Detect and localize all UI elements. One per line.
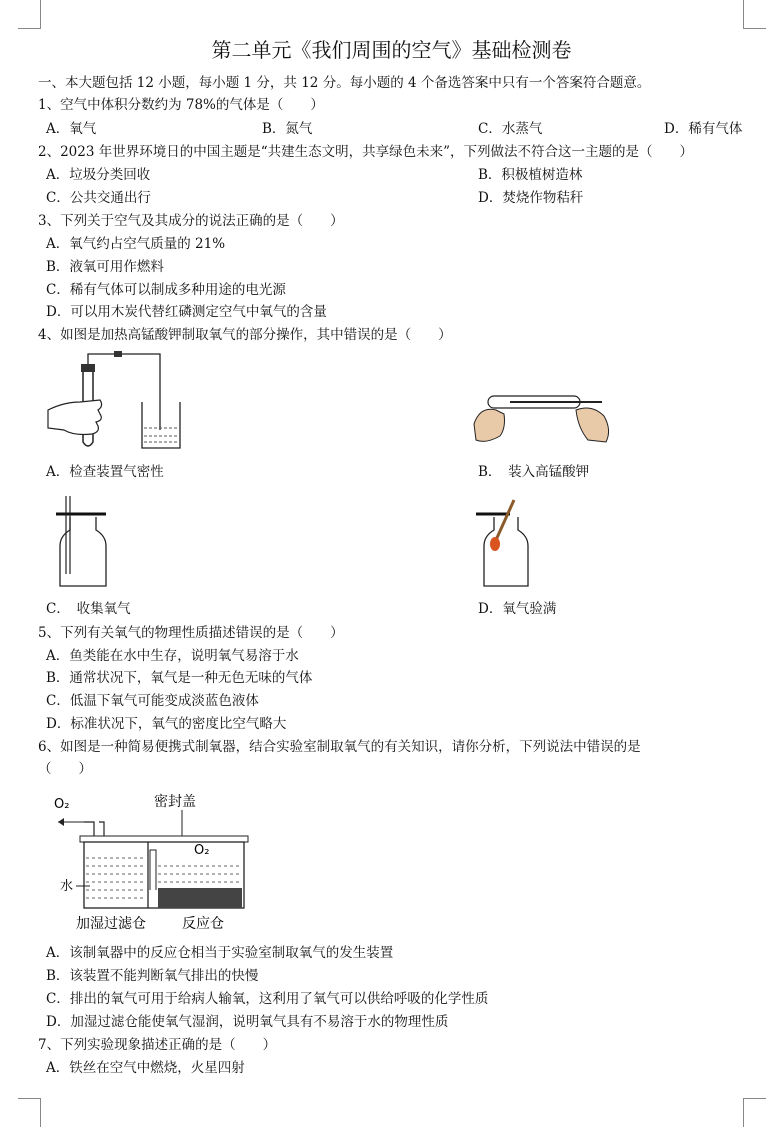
collecting-oxygen-figure	[52, 494, 112, 590]
water-label: 水	[60, 879, 74, 894]
loading-powder-figure	[470, 384, 615, 456]
question-5-option-a: A．鱼类能在水中生存，说明氧气易溶于水	[46, 648, 299, 664]
outlet-tube	[84, 822, 94, 836]
section-header: 一、本大题包括 12 小题，每小题 1 分，共 12 分。每小题的 4 个备选答案中只有一个答案符合题意。	[38, 75, 651, 91]
hand	[48, 400, 102, 435]
corner-mark-bottom-left	[18, 1098, 41, 1127]
question-5-option-d: D．标准状况下，氧气的密度比空气略大	[46, 716, 287, 732]
question-6-option-c: C．排出的氧气可用于给病人输氧，这利用了氧气可以供给呼吸的化学性质	[46, 991, 489, 1007]
question-6-option-a: A．该制氧器中的反应仓相当于实验室制取氧气的发生装置	[46, 945, 394, 961]
question-1-option-d: D．稀有气体	[664, 121, 743, 137]
question-4-option-a: A．检查装置气密性	[46, 464, 164, 480]
gas-jar	[60, 517, 106, 586]
question-5-option-c: C．低温下氧气可能变成淡蓝色液体	[46, 693, 259, 709]
question-7-option-a: A．铁丝在空气中燃烧，火星四射	[46, 1060, 245, 1076]
question-6-option-d: D．加湿过滤仓能使氧气湿润，说明氧气具有不易溶于水的物理性质	[46, 1014, 449, 1030]
question-4-option-d: D．氧气验满	[478, 601, 557, 617]
question-6-answer-paren: （ ）	[38, 761, 92, 777]
question-1-stem: 1、空气中体积分数约为 78%的气体是（ ）	[38, 97, 324, 113]
question-6-option-b: B．该装置不能判断氧气排出的快慢	[46, 968, 259, 984]
beaker	[142, 402, 180, 448]
question-5-option-b: B．通常状况下，氧气是一种无色无味的气体	[46, 670, 313, 686]
o2-inner-label: O₂	[194, 843, 210, 858]
humidifier-chamber-label: 加湿过滤仓	[76, 916, 146, 932]
question-4-option-b: B． 装入高锰酸钾	[478, 464, 590, 480]
question-5-stem: 5、下列有关氧气的物理性质描述错误的是（ ）	[38, 625, 344, 641]
glowing-tip	[490, 537, 500, 551]
question-6-stem: 6、如图是一种简易便携式制氧器，结合实验室制取氧气的有关知识，请你分析，下列说法中错误的是	[38, 739, 641, 755]
corner-mark-top-right	[743, 0, 766, 29]
question-3-option-b: B．液氧可用作燃料	[46, 259, 164, 275]
reaction-chamber-label: 反应仓	[182, 916, 224, 932]
left-hand	[474, 409, 505, 441]
question-1-option-a: A．氧气	[46, 121, 97, 137]
oxygen-full-test-figure	[474, 494, 536, 590]
corner-mark-top-left	[18, 0, 41, 29]
question-2-option-c: C．公共交通出行	[46, 190, 151, 206]
lid-label: 密封盖	[154, 794, 196, 810]
question-3-option-c: C．稀有气体可以制成多种用途的电光源	[46, 282, 286, 298]
right-hand	[576, 408, 609, 442]
question-2-stem: 2、2023 年世界环境日的中国主题是“共建生态文明，共享绿色未来”，下列做法不符合这一主题的是（ ）	[38, 144, 694, 160]
o2-outlet-label: O₂	[54, 797, 70, 812]
connecting-tube	[150, 850, 156, 890]
question-4-option-c: C． 收集氧气	[46, 601, 131, 617]
corner-mark-bottom-right	[743, 1098, 766, 1127]
reagent-layer	[158, 888, 242, 908]
stopper	[81, 364, 95, 372]
wooden-splint	[496, 500, 514, 540]
question-2-option-d: D．焚烧作物秸秆	[478, 190, 584, 206]
question-3-option-d: D．可以用木炭代替红磷测定空气中氧气的含量	[46, 304, 327, 320]
question-1-option-b: B．氮气	[262, 121, 313, 137]
sealed-lid	[80, 836, 248, 842]
question-3-option-a: A．氧气约占空气质量的 21%	[46, 236, 226, 252]
oxygen-generator-figure	[44, 786, 254, 934]
question-2-option-b: B．积极植树造林	[478, 167, 583, 183]
question-2-option-a: A．垃圾分类回收	[46, 167, 151, 183]
question-1-option-c: C．水蒸气	[478, 121, 543, 137]
page-title: 第二单元《我们周围的空气》基础检测卷	[211, 38, 572, 62]
question-7-stem: 7、下列实验现象描述正确的是（ ）	[38, 1037, 277, 1053]
question-4-stem: 4、如图是加热高锰酸钾制取氧气的部分操作，其中错误的是（ ）	[38, 327, 452, 343]
question-3-stem: 3、下列关于空气及其成分的说法正确的是（ ）	[38, 213, 344, 229]
airtightness-check-figure	[44, 350, 194, 458]
gas-jar	[484, 517, 528, 586]
